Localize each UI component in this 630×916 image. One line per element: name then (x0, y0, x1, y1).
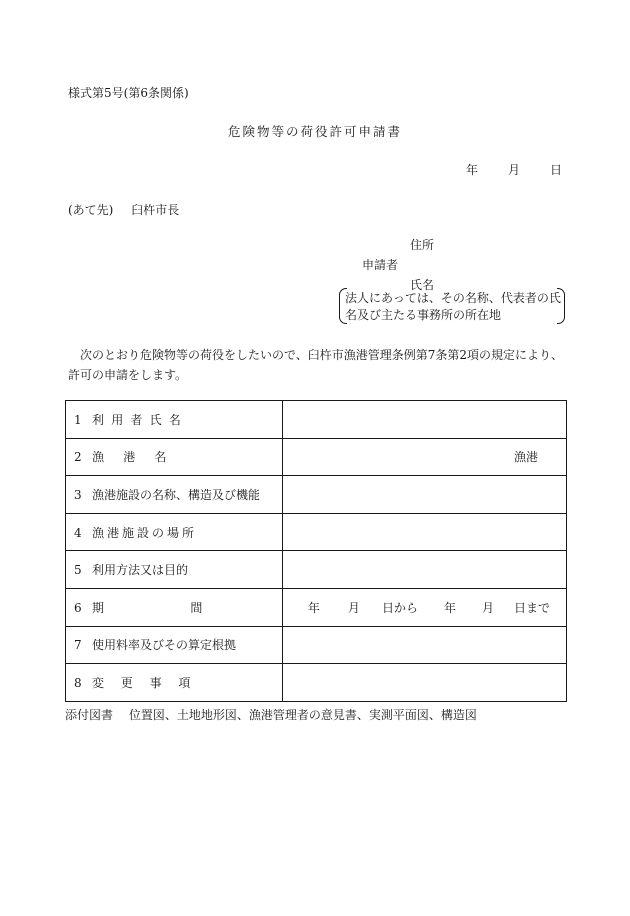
document-title: 危険物等の荷役許可申請書 (227, 124, 402, 139)
row-value-cell[interactable] (283, 401, 567, 439)
row-value-cell[interactable] (283, 476, 567, 514)
row-label (66, 551, 283, 589)
table-row (66, 476, 567, 514)
row-label-text: 変更事項 (92, 675, 208, 690)
row-number: 2 (74, 450, 82, 465)
table-row (66, 664, 567, 702)
row-number: 4 (74, 525, 82, 540)
row-label-text: 漁港施設の名称、構造及び機能 (92, 487, 261, 502)
row-value-cell[interactable] (283, 664, 567, 702)
row-label-text: 漁港名 (92, 450, 186, 465)
row-label-text: 利用者氏名 (92, 412, 189, 427)
application-table (65, 400, 567, 702)
fishing-port-cell[interactable]: 漁港 (283, 438, 567, 476)
addressee-name: 臼杵市長 (131, 203, 180, 217)
table-row (66, 513, 567, 551)
form-number: 様式第5号(第6条関係) (68, 86, 189, 100)
table-row (66, 588, 567, 626)
row-label-text: 漁港施設の場所 (92, 525, 198, 540)
row-label (66, 588, 289, 626)
row-number: 8 (74, 675, 82, 690)
attachments-items: 位置図、土地地形図、漁港管理者の意見書、実測平面図、構造図 (128, 708, 477, 722)
corporation-note: 法人にあっては、その名称、代表者の氏名及び主たる事務所の所在地 (345, 291, 561, 322)
row-label (66, 664, 283, 702)
row-label-text: 期間 (92, 600, 289, 615)
corporation-note-box (339, 288, 565, 322)
row-value-cell[interactable] (283, 626, 567, 664)
name-label: 氏名 (410, 278, 435, 292)
period-end-month: 月 (481, 600, 494, 615)
row-label (66, 513, 283, 551)
table-row (66, 626, 567, 664)
period-cell[interactable] (283, 588, 567, 626)
row-number: 6 (74, 600, 82, 615)
row-value-cell[interactable] (283, 513, 567, 551)
row-label-text: 使用料率及びその算定根拠 (92, 638, 237, 653)
table-row (66, 401, 567, 439)
addressee (68, 201, 179, 218)
application-statement: 次のとおり危険物等の荷役をしたいので、臼杵市漁港管理条例第7条第2項の規定により、許可の申請をします。 (68, 348, 564, 382)
period-start-month: 月 (347, 600, 360, 615)
row-label (66, 476, 283, 514)
row-label (66, 626, 283, 664)
period-end-year: 年 (443, 600, 456, 615)
row-number: 1 (74, 412, 82, 427)
addressee-prefix: (あて先) (68, 203, 114, 217)
attachments-line (65, 706, 477, 723)
row-label (66, 438, 283, 476)
row-label-text: 利用方法又は目的 (92, 563, 189, 578)
row-number: 7 (74, 638, 82, 653)
address-label: 住所 (410, 238, 435, 252)
period-start-day: 日から (381, 600, 418, 615)
row-value-cell[interactable] (283, 551, 567, 589)
row-label (66, 401, 283, 439)
date-month-label: 月 (507, 163, 520, 177)
table-row (66, 438, 567, 476)
table-row (66, 551, 567, 589)
date-year-label: 年 (465, 163, 478, 177)
applicant-label: 申請者 (362, 258, 399, 272)
date-line (466, 161, 562, 178)
attachments-label: 添付図書 (65, 708, 114, 722)
date-day-label: 日 (549, 163, 562, 177)
row-number: 5 (74, 563, 82, 578)
row-number: 3 (74, 487, 82, 502)
period-start-year: 年 (307, 600, 320, 615)
period-end-day: 日まで (513, 600, 550, 615)
